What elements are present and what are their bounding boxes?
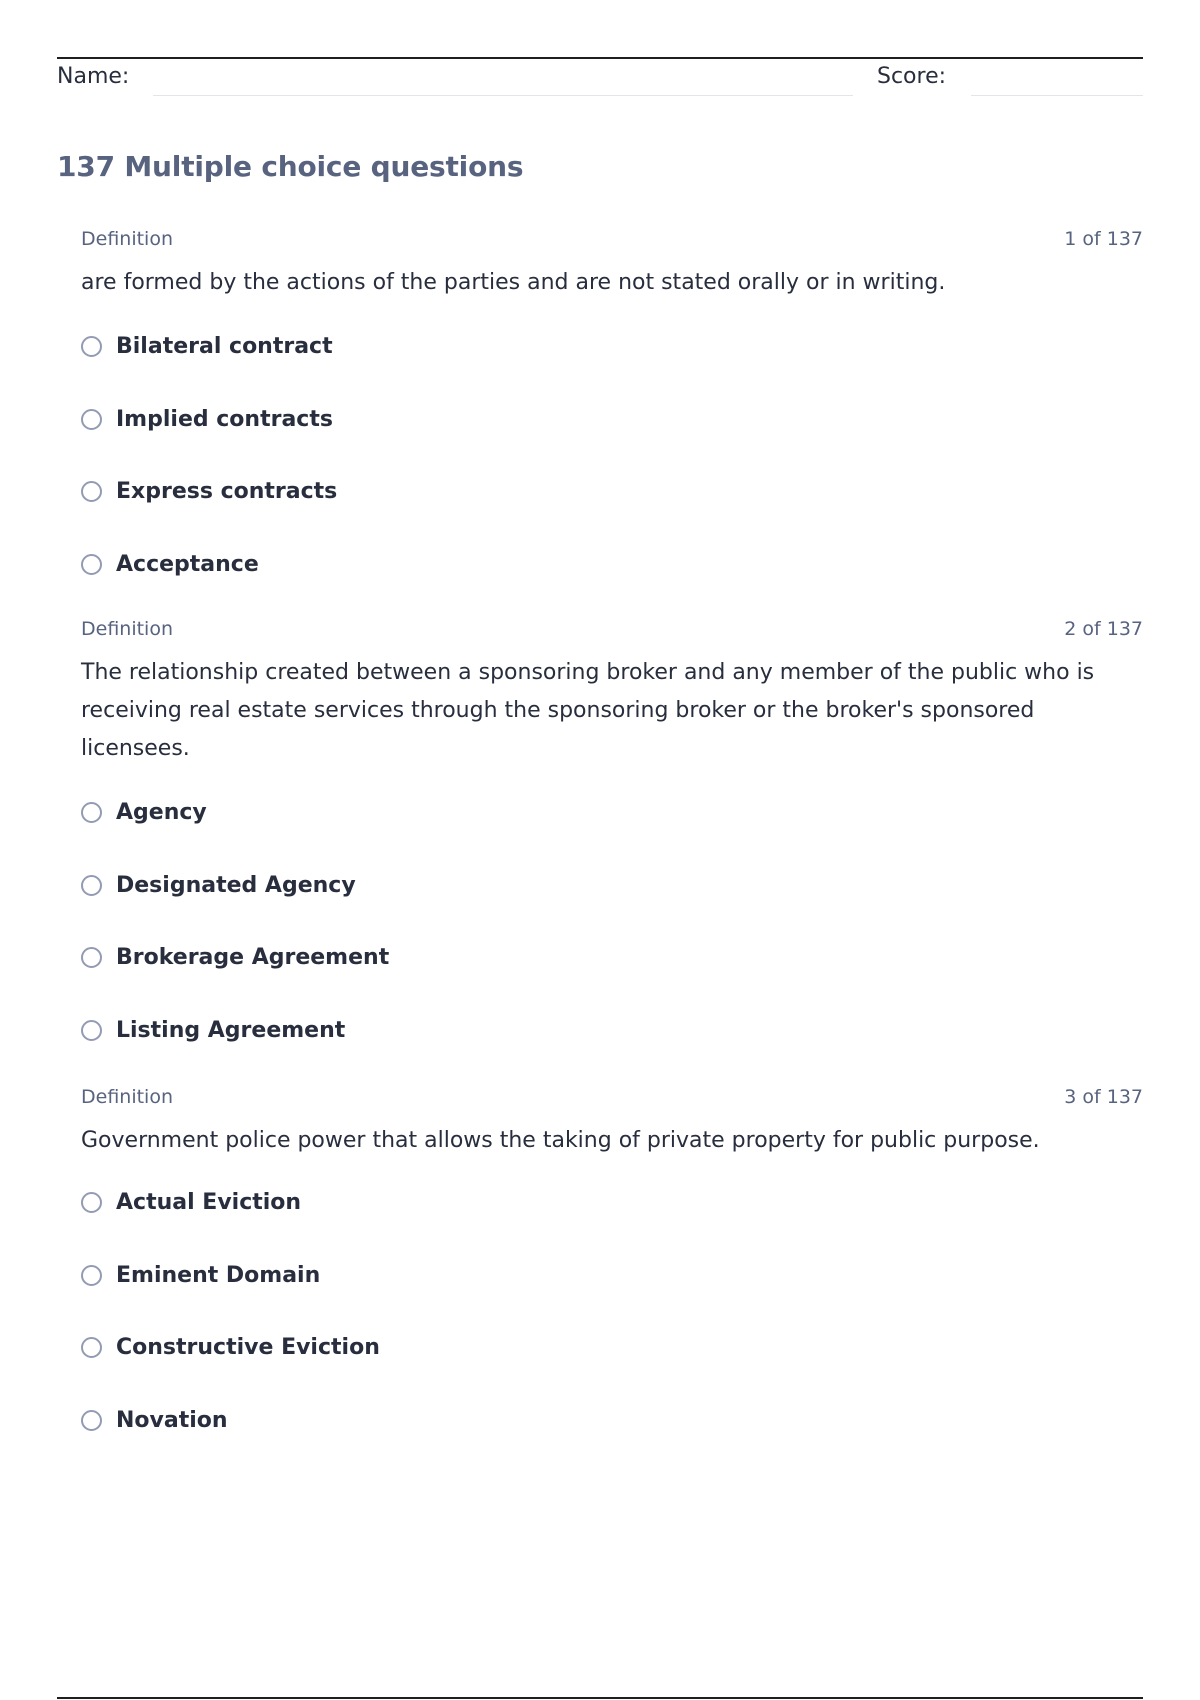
name-label: Name:: [57, 64, 130, 89]
option-constructive-eviction[interactable]: [81, 1327, 380, 1367]
score-label: Score:: [877, 64, 947, 89]
option-brokerage-agreement[interactable]: [81, 937, 389, 977]
question-type: Definition: [81, 618, 174, 640]
question-count: 2 of 137: [1064, 618, 1143, 640]
question-count: 1 of 137: [1064, 228, 1143, 250]
question-count: 3 of 137: [1064, 1086, 1143, 1108]
question-type: Definition: [81, 1086, 174, 1108]
question-prompt: are formed by the actions of the parties and are not stated orally or in writing.: [81, 270, 946, 295]
option-label: Actual Eviction: [116, 1189, 302, 1215]
option-eminent-domain[interactable]: [81, 1255, 320, 1295]
quiz-title: 137 Multiple choice questions: [57, 150, 524, 183]
radio-button[interactable]: [81, 336, 102, 357]
radio-button[interactable]: [81, 1265, 102, 1286]
radio-button[interactable]: [81, 409, 102, 430]
option-label: Implied contracts: [116, 406, 333, 432]
option-label: Express contracts: [116, 478, 338, 504]
footer-rule: [57, 1697, 1143, 1699]
option-label: Acceptance: [116, 551, 259, 577]
worksheet-page: [57, 0, 1143, 1700]
name-field[interactable]: [153, 95, 853, 96]
radio-button[interactable]: [81, 1410, 102, 1431]
header-row: [57, 64, 1143, 100]
radio-button[interactable]: [81, 1192, 102, 1213]
option-express-contracts[interactable]: [81, 471, 337, 511]
radio-button[interactable]: [81, 947, 102, 968]
radio-button[interactable]: [81, 1020, 102, 1041]
option-novation[interactable]: [81, 1400, 228, 1440]
option-implied-contracts[interactable]: [81, 399, 333, 439]
header-rule: [57, 57, 1143, 59]
radio-button[interactable]: [81, 802, 102, 823]
option-label: Constructive Eviction: [116, 1334, 380, 1360]
option-label: Designated Agency: [116, 872, 356, 898]
option-label: Eminent Domain: [116, 1262, 321, 1288]
option-designated-agency[interactable]: [81, 865, 356, 905]
option-listing-agreement[interactable]: [81, 1010, 345, 1050]
radio-button[interactable]: [81, 481, 102, 502]
option-bilateral-contract[interactable]: [81, 326, 333, 366]
option-label: Agency: [116, 799, 207, 825]
radio-button[interactable]: [81, 554, 102, 575]
option-actual-eviction[interactable]: [81, 1182, 301, 1222]
score-field[interactable]: [971, 95, 1143, 96]
option-label: Novation: [116, 1407, 228, 1433]
option-label: Brokerage Agreement: [116, 944, 390, 970]
radio-button[interactable]: [81, 1337, 102, 1358]
option-acceptance[interactable]: [81, 544, 259, 584]
question-type: Definition: [81, 228, 174, 250]
question-prompt: Government police power that allows the taking of private property for public purpose.: [81, 1128, 1040, 1153]
radio-button[interactable]: [81, 875, 102, 896]
option-label: Bilateral contract: [116, 333, 333, 359]
option-agency[interactable]: [81, 792, 207, 832]
option-label: Listing Agreement: [116, 1017, 346, 1043]
question-prompt: The relationship created between a sponsoring broker and any member of the public who is receiving real estate services through the sponsoring broker or the broker's sponsored licensees.: [81, 660, 1095, 761]
